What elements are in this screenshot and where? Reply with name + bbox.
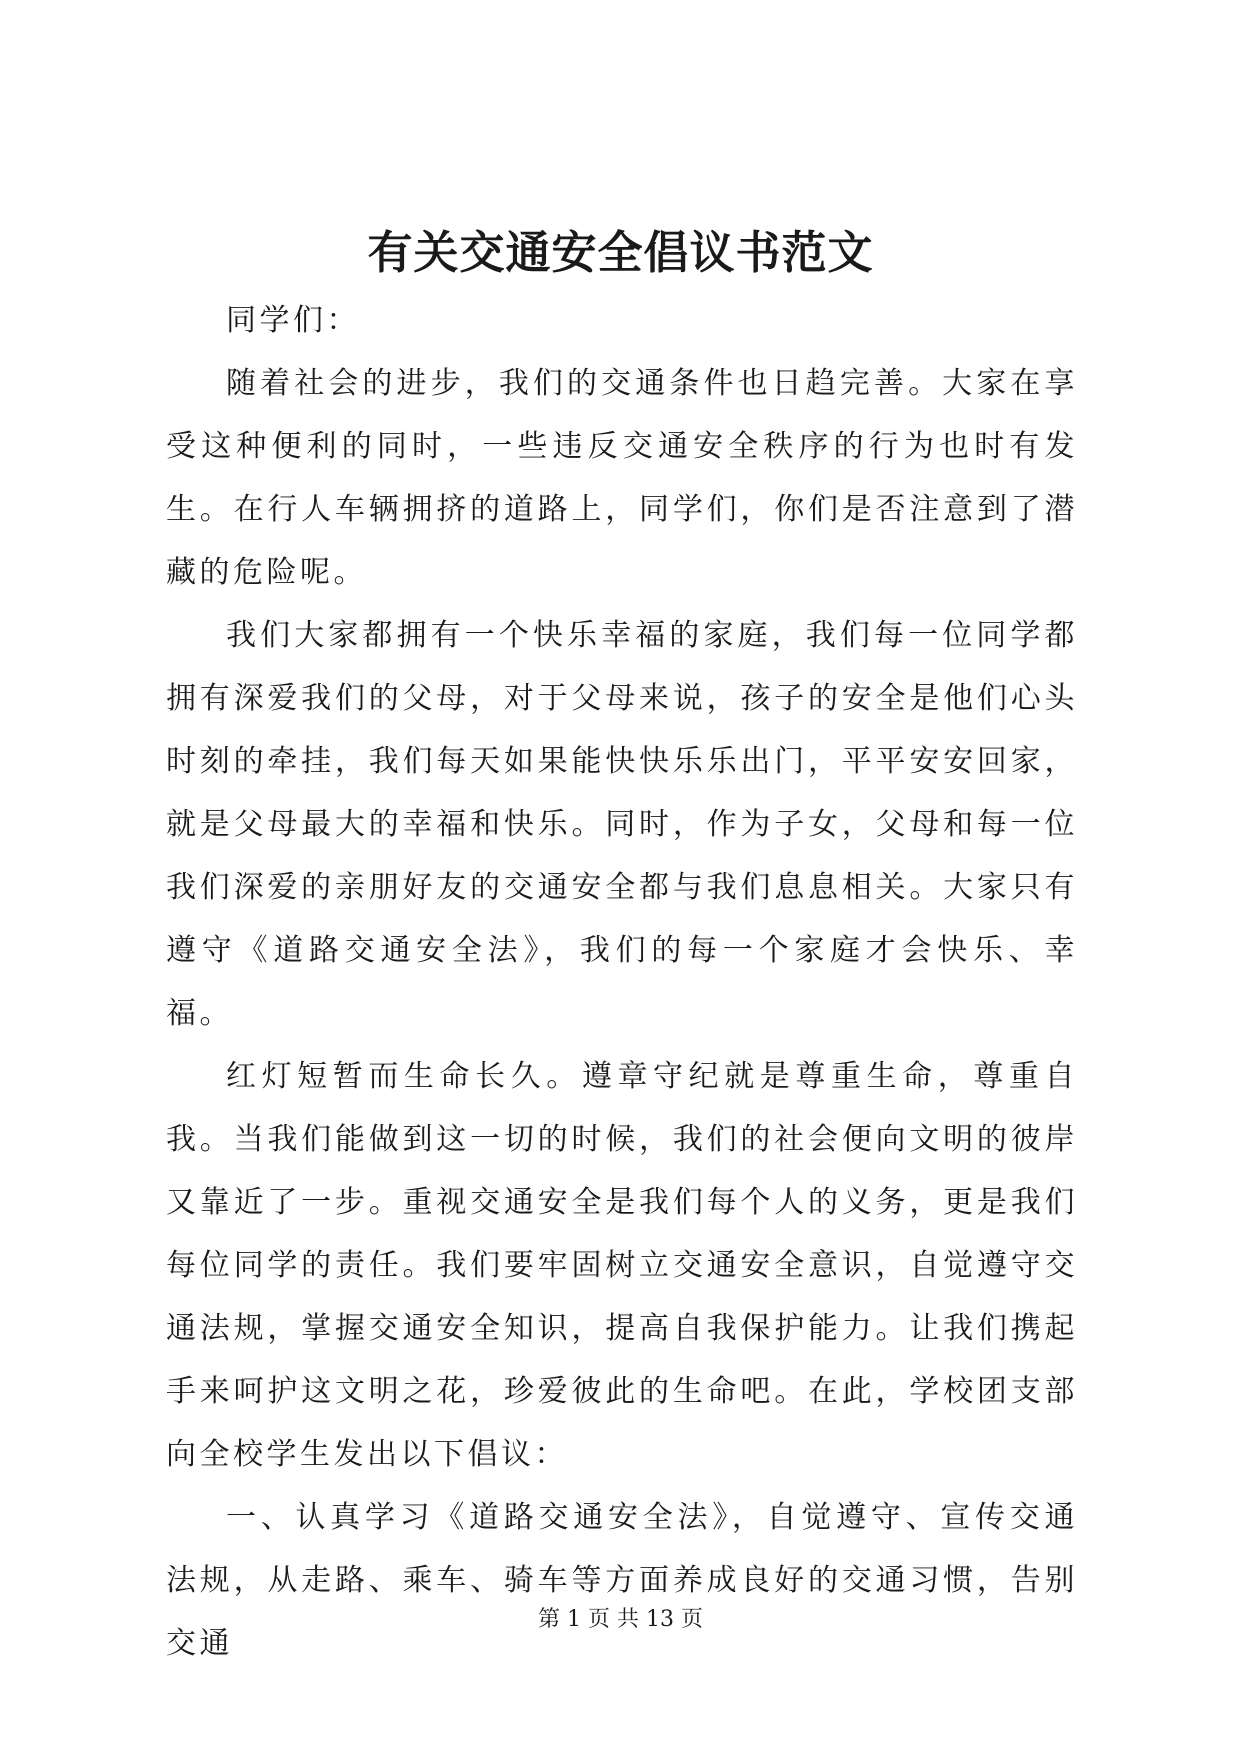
body-paragraph: 随着社会的进步，我们的交通条件也日趋完善。大家在享受这种便利的同时，一些违反交通安全秩序的行为也时有发生。在行人车辆拥挤的道路上，同学们，你们是否注意到了潜藏的危险呢。 <box>166 366 1078 590</box>
body-paragraph: 红灯短暂而生命长久。遵章守纪就是尊重生命，尊重自我。当我们能做到这一切的时候，我们的社会便向文明的彼岸又靠近了一步。重视交通安全是我们每个人的义务，更是我们每位同学的责任。我们要牢固树立交通安全意识，自觉遵守交通法规，掌握交通安全知识，提高自我保护能力。让我们携起手来呵护这文明之花，珍爱彼此的生命吧。在此，学校团支部向全校学生发出以下倡议： <box>166 1059 1078 1472</box>
document-title: 有关交通安全倡议书范文 <box>367 226 874 279</box>
document-body <box>166 289 1078 1675</box>
body-paragraph: 我们大家都拥有一个快乐幸福的家庭，我们每一位同学都拥有深爱我们的父母，对于父母来说，孩子的安全是他们心头时刻的牵挂，我们每天如果能快快乐乐出门，平平安安回家，就是父母最大的幸福和快乐。同时，作为子女，父母和每一位我们深爱的亲朋好友的交通安全都与我们息息相关。大家只有遵守《道路交通安全法》，我们的每一个家庭才会快乐、幸福。 <box>166 618 1078 1031</box>
salutation-paragraph: 同学们： <box>226 303 360 338</box>
body-paragraph: 一、认真学习《道路交通安全法》，自觉遵守、宣传交通法规，从走路、乘车、骑车等方面养成良好的交通习惯，告别交通 <box>166 1500 1078 1661</box>
page-footer: 第 1 页 共 13 页 <box>538 1607 703 1632</box>
